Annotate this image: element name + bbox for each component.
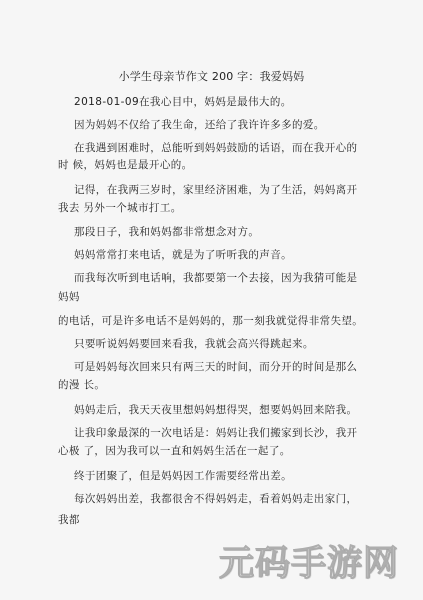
paragraph-line: 我去 另外一个城市打工。 (58, 202, 182, 214)
paragraph-line: 而我每次听到电话响，我都要第一个去接，因为我猜可能是 (74, 272, 358, 284)
document-title: 小学生母亲节作文 200 字：我爱妈妈 (118, 70, 305, 83)
paragraph-line: 终于团聚了，但是妈妈因工作需要经常出差。 (74, 470, 292, 482)
paragraph-line: 可是妈妈每次回来只有两三天的时间，而分开的时间是那么 (74, 361, 358, 373)
paragraph-line: 让我印象最深的一次电话是：妈妈让我们搬家到长沙，我开 (74, 427, 358, 439)
paragraph-line: 那段日子，我和妈妈都非常想念对方。 (74, 226, 260, 238)
paragraph-line: 我都 (58, 514, 80, 526)
paragraph-line: 每次妈妈出差，我都很舍不得妈妈走，看着妈妈走出家门， (74, 493, 358, 505)
paragraph-line: 妈妈 (58, 291, 80, 303)
paragraph-line: 的电话，可是许多电话不是妈妈的，那一刻我就觉得非常失望。 (58, 315, 364, 327)
paragraph-line: 只要听说妈妈要回来看我，我就会高兴得跳起来。 (74, 338, 314, 350)
paragraph-line: 记得，在我两三岁时，家里经济困难，为了生活，妈妈离开 (74, 184, 358, 196)
paragraph-line: 2018-01-09在我心目中，妈妈是最伟大的。 (74, 96, 292, 108)
watermark-text: 元码手游网 (218, 544, 399, 584)
paragraph-line: 心极 了，因为我可以一直和妈妈生活在一起了。 (58, 445, 291, 457)
paragraph-line: 在我遇到困难时，总能听到妈妈鼓励的话语，而在我开心的 (74, 142, 358, 154)
paragraph-line: 妈妈常常打来电话，就是为了听听我的声音。 (74, 249, 292, 261)
site-watermark (183, 528, 399, 586)
paragraph-line: 妈妈走后，我天天夜里想妈妈想得哭，想要妈妈回来陪我。 (74, 404, 358, 416)
paragraph-line: 时 候，妈妈也是最开心的。 (58, 159, 193, 171)
paragraph-line: 的漫 长。 (58, 379, 106, 391)
paragraph-line: 因为妈妈不仅给了我生命，还给了我许许多多的爱。 (74, 119, 325, 131)
